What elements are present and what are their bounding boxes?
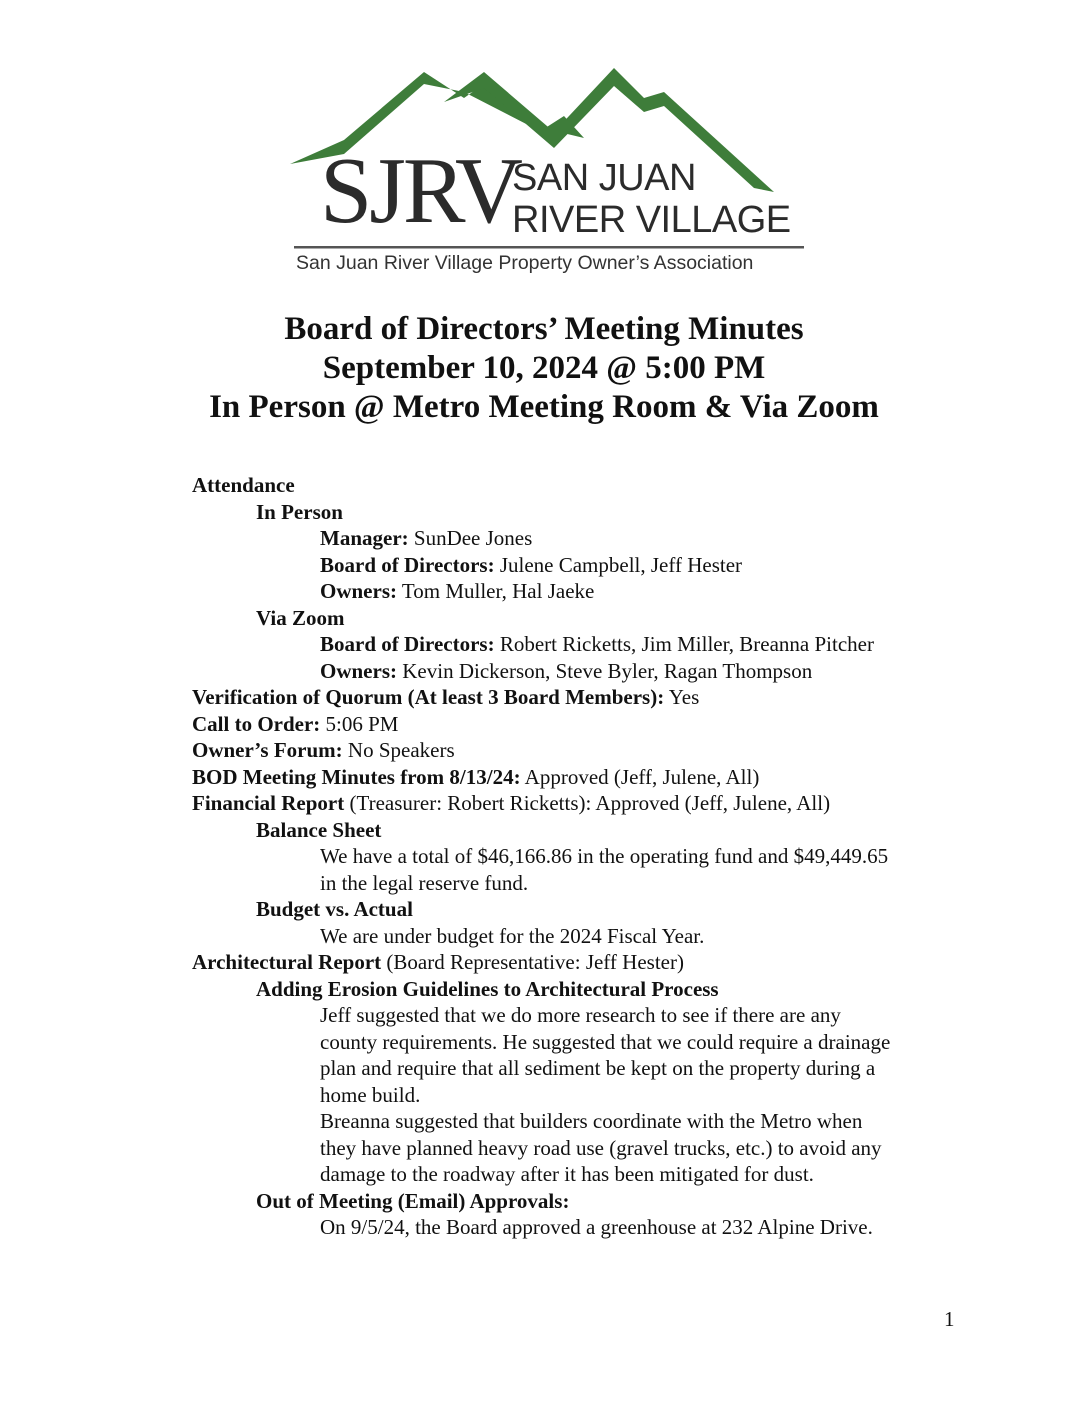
list-item-heading: BOD Meeting Minutes from 8/13/24: [192,764,521,789]
logo-name-line2: RIVER VILLAGE [512,199,791,241]
list-item-text [256,976,719,1003]
logo-monogram: SJRV [320,139,520,243]
list-item-text [320,578,594,605]
list-item-body: SunDee Jones [408,526,533,550]
list-item-text [256,817,381,844]
list-item-text [320,1055,875,1082]
list-item-body: plan and require that all sediment be kept on the property during a [320,1056,876,1080]
list-item-text [192,764,759,791]
list-item-heading: Out of Meeting (Email) Approvals: [256,1188,570,1213]
list-item-text [320,525,532,552]
list-item-body: (Treasurer: Robert Ricketts): Approved (Jeff, Julene, All) [344,791,831,815]
list-item-heading: Balance Sheet [256,817,382,842]
list-item-body: Kevin Dickerson, Steve Byler, Ragan Thompson [397,658,813,683]
document-title: Board of Directors’ Meeting Minutes [284,311,804,347]
list-item-text [320,1161,814,1188]
list-item-text [256,605,344,632]
list-item-heading: Financial Report [192,791,345,815]
association-logo [284,62,814,282]
list-item-body: Julene Campbell, Jeff Hester [494,552,743,577]
page-number: 1 [944,1307,955,1331]
list-item-body: Breanna suggested that builders coordinate with the Metro when [320,1109,863,1133]
list-item-heading: Attendance [192,473,295,497]
list-item-body: in the legal reserve fund. [320,870,529,895]
list-item-body: Robert Ricketts, Jim Miller, Breanna Pitcher [494,632,874,656]
list-item-text [320,1108,862,1135]
list-item-text [192,737,455,764]
list-item-body: 5:06 PM [320,711,399,736]
list-item-heading: Manager: [320,526,409,550]
list-item-body: Yes [664,685,700,709]
logo-name-line1: SAN JUAN [512,157,696,199]
list-item-heading: Adding Erosion Guidelines to Architectural Process [256,976,719,1001]
list-item-text [192,684,699,711]
list-item-heading: Budget vs. Actual [256,897,413,921]
meeting-location: In Person @ Metro Meeting Room & Via Zoom [209,389,879,425]
list-item-body: (Board Representative: Jeff Hester) [381,950,684,974]
list-item-text [320,1002,841,1029]
list-item-heading: Via Zoom [256,605,345,630]
list-item-body: Tom Muller, Hal Jaeke [397,579,595,603]
list-item-heading: Owner’s Forum: [192,738,343,762]
list-item-text [320,1029,890,1056]
list-item-body: No Speakers [342,738,455,762]
list-item-heading: Owners: [320,579,397,603]
list-item-heading: Board of Directors: [320,552,495,577]
list-item-text [320,1082,420,1109]
list-item-heading: Architectural Report [192,950,382,974]
meeting-date: September 10, 2024 @ 5:00 PM [322,350,766,386]
list-item-text [320,843,888,870]
list-item-heading: Verification of Quorum (At least 3 Board Members): [192,685,665,709]
list-item-text [320,870,528,897]
list-item-body: they have planned heavy road use (gravel trucks, etc.) to avoid any [320,1135,882,1160]
list-item-body: damage to the roadway after it has been mitigated for dust. [320,1162,814,1186]
list-item-text [320,1214,873,1241]
list-item-body: We are under budget for the 2024 Fiscal Year. [320,923,705,948]
list-item-text [192,790,830,817]
list-item-body: On 9/5/24, the Board approved a greenhouse at 232 Alpine Drive. [320,1215,873,1239]
list-item-text [320,658,812,685]
list-item-body: Approved (Jeff, Julene, All) [520,764,760,789]
list-item-heading: Call to Order: [192,711,321,736]
list-item-text [256,499,343,526]
list-item-text [320,631,874,658]
list-item-text [192,472,295,499]
list-item-text [320,552,742,579]
list-item-body: Jeff suggested that we do more research to see if there are any [320,1003,841,1027]
list-item-text [256,896,413,923]
list-item-body: county requirements. He suggested that we could require a drainage [320,1029,891,1054]
logo-tagline: San Juan River Village Property Owner’s Association [296,252,754,274]
list-item-text [320,923,704,950]
list-item-heading: Board of Directors: [320,632,495,656]
list-item-text [256,1188,569,1215]
list-item-body: We have a total of $46,166.86 in the operating fund and $49,449.65 [320,844,889,868]
list-item-heading: In Person [256,499,343,524]
list-item-text [320,1135,882,1162]
list-item-body: home build. [320,1082,421,1107]
list-item-text [192,711,398,738]
list-item-heading: Owners: [320,658,397,683]
list-item-text [192,949,684,976]
